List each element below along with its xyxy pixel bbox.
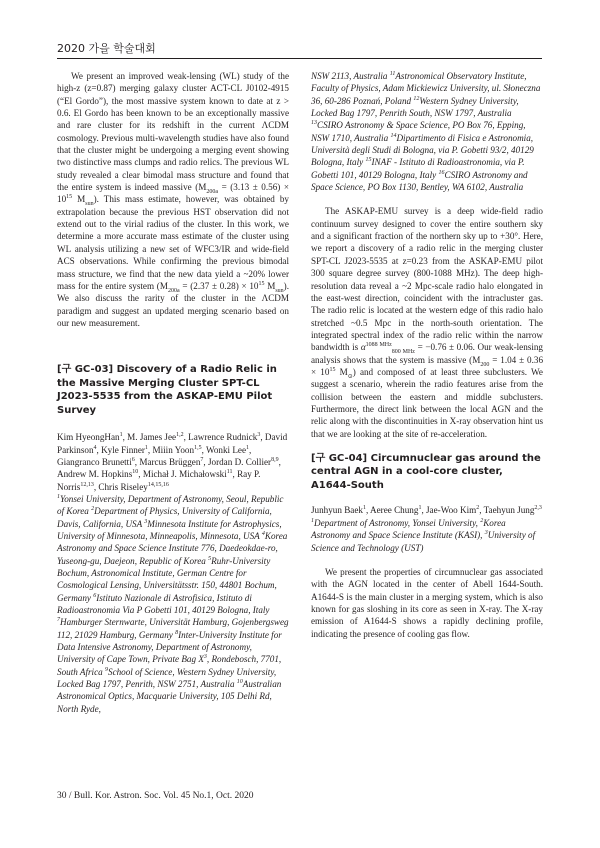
section-gap [311, 554, 543, 566]
header-rule [57, 58, 542, 59]
right-column [311, 70, 543, 640]
gc03-authors: Kim HyeongHan$^1$, M. James Jee$^{1,2}$, Lawrence Rudnick$^3$, David Parkinson$^4$, Kyle Finner$^1$, Miiin Yoon$^{1,5}$, Wonki Lee$^1$, Giangranco Brunetti$^6$, Marcus Brüggen$^7$, Jordan D. Collier$^{8,9}$, Andrew M. Hopkins$^{10}$, Michał J. Michałowski$^{11}$, Ray P. Norris$^{12,13}$, Chris Riseley$^{14,15,16}$ [57, 432, 288, 492]
page-footer [57, 791, 254, 801]
section-gap [57, 417, 289, 431]
abstract-el-gordo: We present an improved weak-lensing (WL) study of the high-z (z=0.87) merging galaxy cluster ACT-CL J0102-4915 (“El Gordo”), the most massive system known to date at z > 0.6. El Gordo has been known to be an exceptionally massive and rare cluster for its redshift in the current ΛCDM cosmology. Previous multi-wavelength studies have also found that the cluster might be undergoing a merging event showing two distinctive mass clumps and radio relics. The previous WL study revealed a clear bimodal mass structure and found that the entire system is indeed massive ($M_{200a} = (3.13 \pm 0.56) \times 10^{15}$ $M_{sun}$). This mass estimate, however, was obtained by extrapolation because the previous HST observation did not extend out to the virial radius of the cluster. In this work, we determine a more accurate mass estimate of the cluster using WL analysis utilizing a new set of WFC3/IR and wide-field ACS observations. While confirming the previous bimodal mass structure, we find that the new data yield a ~20% lower mass for the entire system ($M_{200a} = (2.37 \pm 0.28) \times 10^{15}$ $M_{sun}$). We also discuss the rarity of the cluster in the ΛCDM paradigm and suggest an updated merging scenario based on our new measurement. [57, 71, 289, 328]
gc04-affiliations: $^1$Department of Astronomy, Yonsei University, $^2$Korea Astronomy and Space Science Institute (KASI), $^3$University of Science and Technology (UST) [311, 517, 536, 553]
abstract-askap-emu: The ASKAP-EMU survey is a deep wide-field radio continuum survey designed to cover the entire southern sky and a significant fraction of the northern sky up to +30°. Here, we report a discovery of a radio relic in the merging cluster SPT-CL J2023-5535 at z=0.23 from the ASKAP-EMU pilot 300 square degree survey (800-1088 MHz). The deep high-resolution data reveal a ~2 Mpc-scale radio halo elongated in the east-west direction, coincident with the intracluster gas. The radio relic is located at the western edge of this radio halo stretched ~0.5 Mpc in the north-south orientation. The integrated spectral index of the radio relic within the narrow bandwidth is $\alpha^{1088 MHz}_{800 MHz} = -0.76 \pm 0.06$. Our weak-lensing analysis shows that the system is massive ($M_{200} = 1.04 \pm 0.36 \times 10^{15}$ $M_⊙$) and composed of at least three subclusters. We suggest a scenario, wherein the radio features arise from the collision between the eastern and middle subclusters. Furthermore, the direct link between the local AGN and the relic along with the discontinuities in X-ray observation hint us that we are looking at the site of re-acceleration. [311, 206, 544, 439]
left-column [57, 70, 289, 715]
section-gap [311, 193, 543, 205]
section-gap [57, 329, 289, 363]
gc04-title: [구 GC-04] Circumnuclear gas around the central AGN in a cool-core cluster, A1644-South [311, 452, 541, 491]
gc04-authors: Junhyun Baek$^1$, Aeree Chung$^1$, Jae-Woo Kim$^2$, Taehyun Jung$^{2,3}$ [311, 505, 542, 516]
header-title: 2020 가을 학술대회 [57, 42, 156, 55]
section-gap [311, 440, 543, 452]
gc03-affiliations: $^1$Yonsei University, Department of Astronomy, Seoul, Republic of Korea $^2$Department of Physics, University of California, Davis, California, USA $^3$Minnesota Institute for Astrophysics, University of Minnesota, Minneapolis, Minnesota, USA $^4$Korea Astronomy and Space Science Institute 776, Daedeokdae-ro, Yuseong-gu, Daejeon, Republic of Korea $^5$Ruhr-University Bochum, Astronomical Institute, German Centre for Cosmological Lensing, Universitätsstr. 150, 44801 Bochum, Germany $^6$Istituto Nazionale di Astrofisica, Istituto di Radioastronomia Via P Gobetti 101, 40129 Bologna, Italy $^7$Hamburger Sternwarte, Universität Hamburg, Gojenbergsweg 112, 21029 Hamburg, Germany $^8$Inter-University Institute for Data Intensive Astronomy, Department of Astronomy, University of Cape Town, Private Bag $X^3$, Rondebosch, 7701, South Africa $^9$School of Science, Western Sydney University, Locked Bag 1797, Penrith, NSW 2751, Australia $^{10}$Australian Astronomical Optics, Macquarie University, 105 Delhi Rd, North Ryde, [57, 493, 289, 714]
gc03-affiliations-continued: NSW 2113, Australia $^{11}$Astronomical Observatory Institute, Faculty of Physics, Adam Mickiewicz University, ul. Słoneczna 36, 60-286 Poznań, Poland $^{12}$Western Sydney University, Locked Bag 1797, Penrith South, NSW 1797, Australia $^{13}$CSIRO Astronomy & Space Science, PO Box 76, Epping, NSW 1710, Australia $^{14}$Dipartimento di Fisica e Astronomia, Università degli Studi di Bologna, via P. Gobetti 93/2, 40129 Bologna, Italy $^{15}$INAF - Istituto di Radioastronomia, via P. Gobetti 101, 40129 Bologna, Italy $^{16}$CSIRO Astronomy and Space Science, PO Box 1130, Bentley, WA 6102, Australia [311, 70, 541, 193]
abstract-a1644: We present the properties of circumnuclear gas associated with the AGN located in the center of Abell 1644-South. A1644-S is the main cluster in a merging system, which is also known for gas sloshing in its core as seen in X-ray. The X-ray emission of A1644-S shows a rapidly declining profile, indicating the presence of cooling gas flow. [311, 566, 543, 639]
gc03-title: [구 GC-03] Discovery of a Radio Relic in the Massive Merging Cluster SPT-CL J2023-5535 from the ASKAP-EMU Pilot Survey [57, 364, 277, 416]
footer-citation: 30 / Bull. Kor. Astron. Soc. Vol. 45 No.1, Oct. 2020 [57, 791, 254, 801]
page-header [57, 40, 542, 56]
section-gap [311, 492, 543, 504]
